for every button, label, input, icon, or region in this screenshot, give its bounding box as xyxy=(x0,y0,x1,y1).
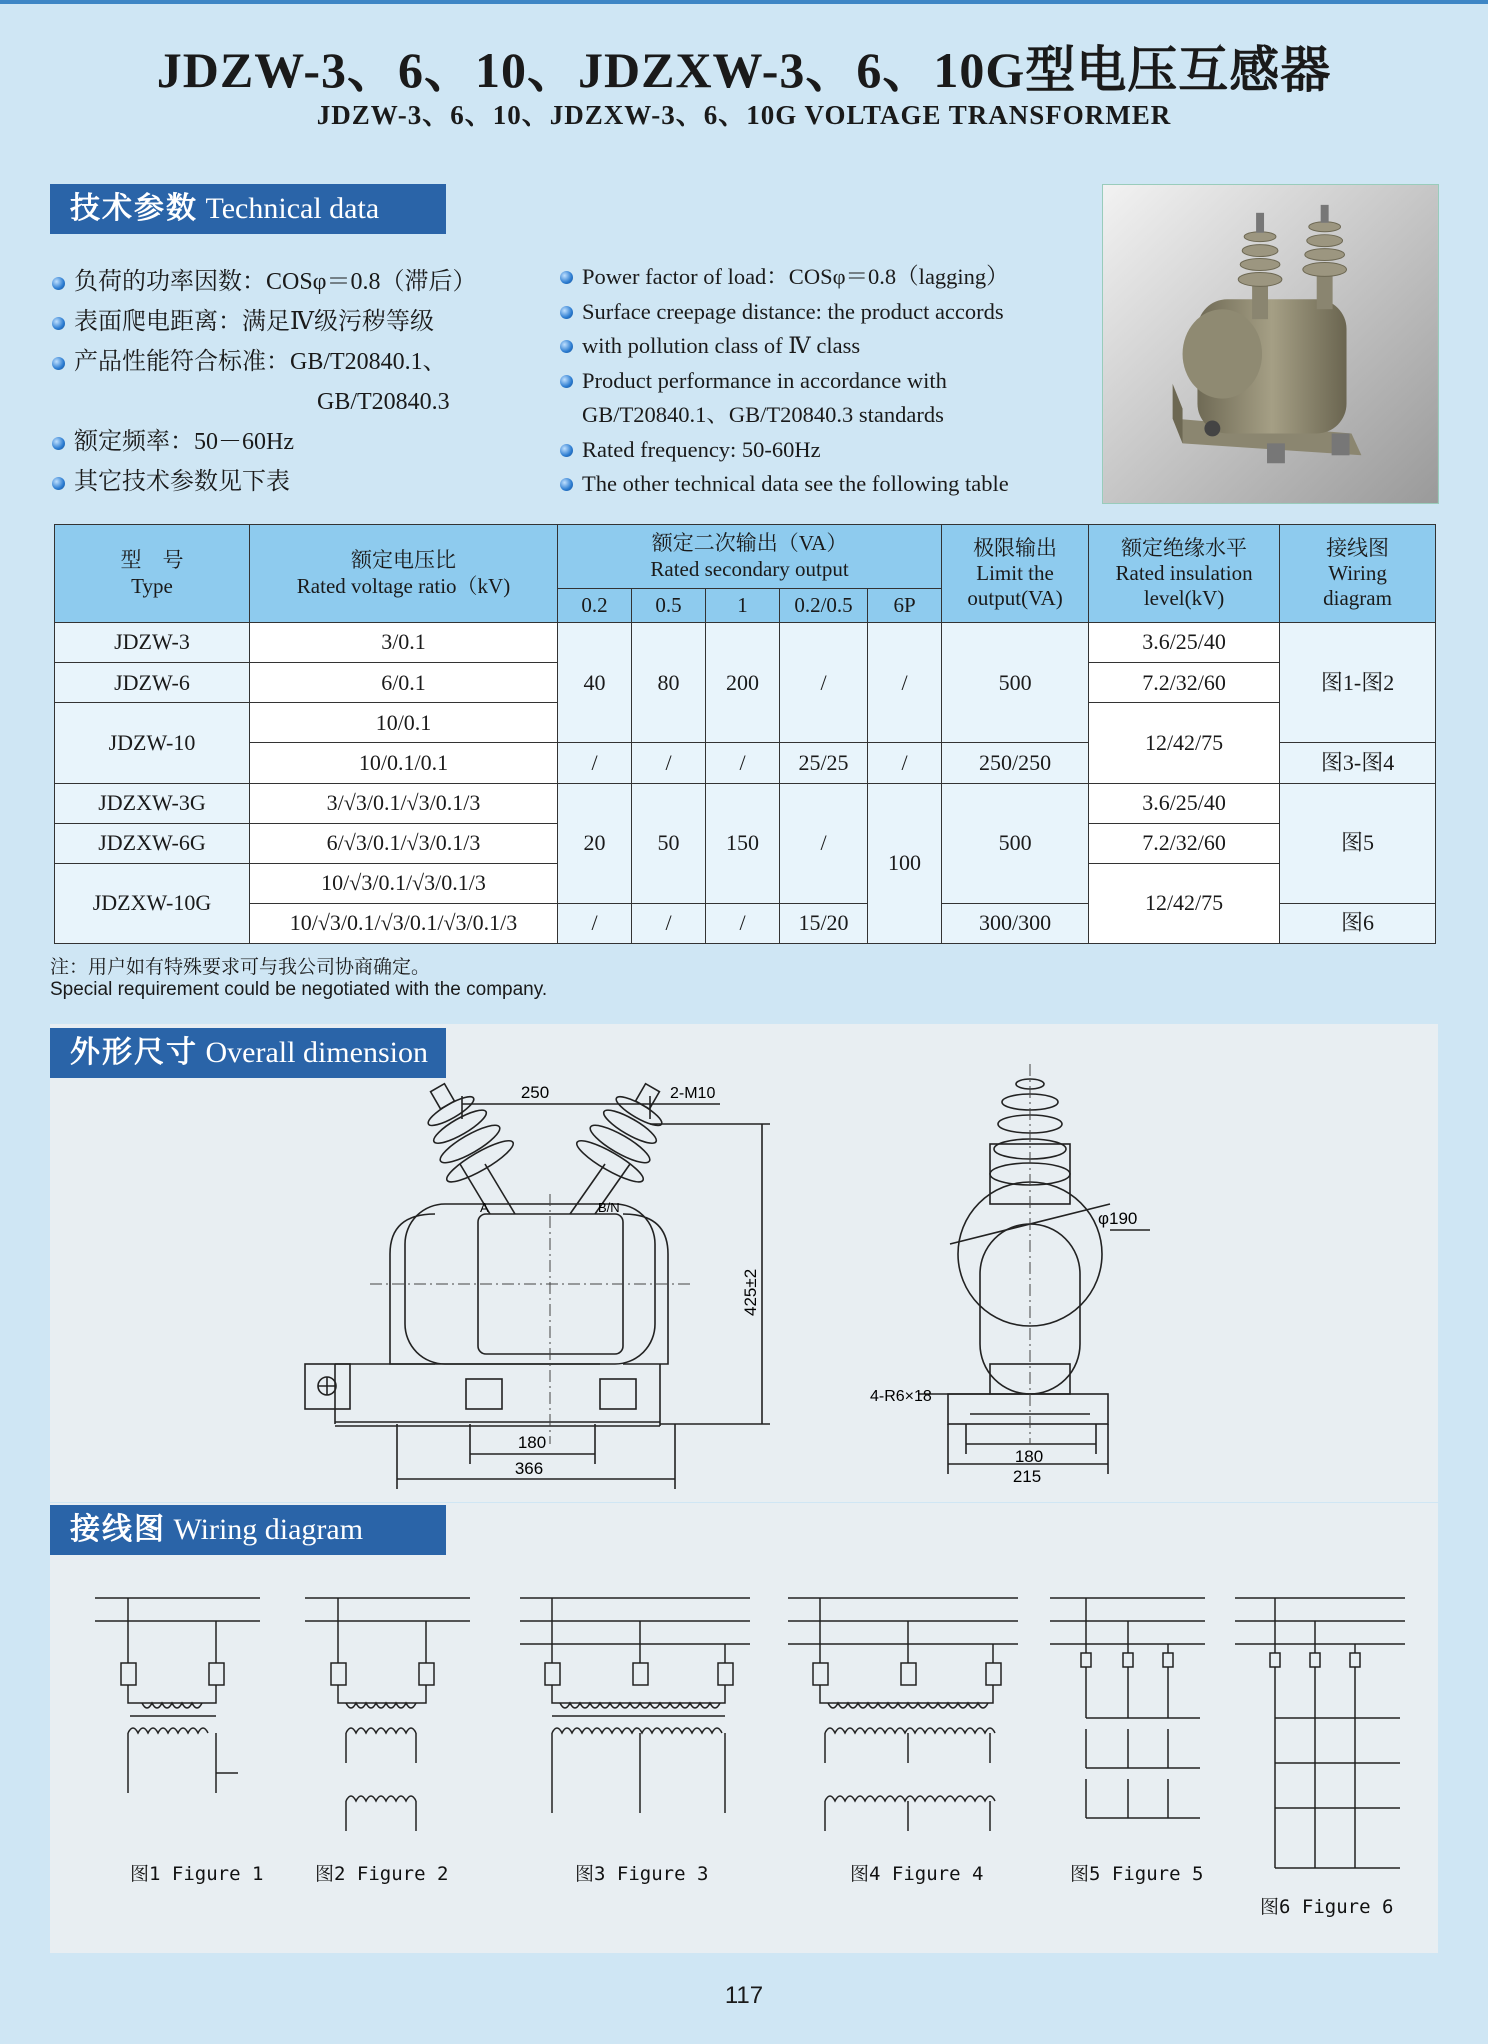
wiring-figure-label: 图5 Figure 5 xyxy=(1070,1863,1204,1885)
cell-output: / xyxy=(558,743,632,783)
header-type-en: Type xyxy=(131,573,173,598)
section-title-cn: 技术参数 xyxy=(70,192,198,225)
dim-base-outer: 366 xyxy=(514,1459,544,1478)
page-title-en: JDZW-3、6、10、JDZXW-3、6、10G VOLTAGE TRANSFORMER xyxy=(316,100,1172,130)
bullet-frequency-cn: 额定频率：50－60Hz xyxy=(50,422,550,462)
top-rule xyxy=(0,0,1488,4)
cell-output: 40 xyxy=(558,623,632,743)
cell-output: 80 xyxy=(632,623,706,743)
wiring-drawing xyxy=(50,1503,1438,1953)
bullet-standard-en: Product performance in accordance with xyxy=(558,364,1098,399)
cell-output: 100 xyxy=(868,783,942,944)
table-note xyxy=(50,957,547,1001)
dim-slots: 4-R6×18 xyxy=(870,1388,932,1405)
cell-insulation: 3.6/25/40 xyxy=(1089,623,1280,663)
section-title-en: Technical data xyxy=(205,192,380,225)
header-limit xyxy=(942,525,1089,623)
dimension-drawing xyxy=(50,1024,1438,1502)
cell-insulation: 3.6/25/40 xyxy=(1089,783,1280,823)
header-wiring-en2: diagram xyxy=(1323,586,1392,611)
header-wiring xyxy=(1280,525,1436,623)
cell-diagram: 图1-图2 xyxy=(1280,623,1436,743)
header-output-cn: 额定二次输出（VA） xyxy=(651,531,848,556)
header-limit-cn: 极限输出 xyxy=(973,535,1058,560)
dim-side-outer: 215 xyxy=(1012,1467,1042,1486)
cell-ratio: 6/0.1 xyxy=(250,663,558,703)
terminal-a-label: A xyxy=(480,1200,489,1215)
bullet-frequency-en: Rated frequency: 50-60Hz xyxy=(558,433,1098,468)
cell-diagram: 图5 xyxy=(1280,783,1436,903)
product-photo xyxy=(1102,184,1439,504)
cell-type: JDZW-6 xyxy=(55,663,250,703)
cell-ratio: 10/0.1 xyxy=(250,703,558,743)
bullet-creepage-cn: 表面爬电距离：满足Ⅳ级污秽等级 xyxy=(50,302,550,342)
section-title-en: Wiring diagram xyxy=(173,1513,364,1546)
page-title-cn: JDZW-3、6、10、JDZXW-3、6、10G型电压互感器 xyxy=(156,42,1332,98)
cell-output: 15/20 xyxy=(780,903,868,943)
cell-type: JDZW-10 xyxy=(55,703,250,783)
bullet-standard-en-cont: GB/T20840.1、GB/T20840.3 standards xyxy=(582,402,944,427)
header-class: 0.5 xyxy=(632,589,706,623)
bullet-standard-cn: 产品性能符合标准：GB/T20840.1、 xyxy=(50,342,550,382)
terminal-bn-label: B/N xyxy=(598,1200,620,1215)
header-wiring-cn: 接线图 xyxy=(1326,535,1390,560)
header-type-cn: 型 号 xyxy=(120,548,184,573)
note-cn: 注：用户如有特殊要求可与我公司协商确定。 xyxy=(50,957,431,978)
tech-bullets-en xyxy=(558,260,1098,502)
cell-insulation: 12/42/75 xyxy=(1089,863,1280,943)
spec-table xyxy=(54,524,1436,944)
cell-ratio: 10/0.1/0.1 xyxy=(250,743,558,783)
cell-ratio: 10/√3/0.1/√3/0.1/3 xyxy=(250,863,558,903)
section-overall-dimension xyxy=(50,1028,446,1078)
cell-output: 150 xyxy=(706,783,780,903)
cell-insulation: 7.2/32/60 xyxy=(1089,663,1280,703)
cell-diagram: 图3-图4 xyxy=(1280,743,1436,783)
wiring-panel xyxy=(50,1503,1438,1953)
header-ratio-cn: 额定电压比 xyxy=(351,548,456,573)
bullet-standard-cn-cont: GB/T20840.3 xyxy=(317,389,450,415)
header-insulation-en2: level(kV) xyxy=(1143,586,1225,611)
cell-output: / xyxy=(706,743,780,783)
dim-thread: 2-M10 xyxy=(670,1085,716,1102)
header-type xyxy=(55,525,250,623)
cell-insulation: 7.2/32/60 xyxy=(1089,823,1280,863)
cell-output: / xyxy=(706,903,780,943)
cell-output: / xyxy=(780,783,868,903)
section-title-en: Overall dimension xyxy=(205,1036,428,1069)
cell-type: JDZXW-10G xyxy=(55,863,250,943)
cell-ratio: 10/√3/0.1/√3/0.1/√3/0.1/3 xyxy=(250,903,558,943)
note-en: Special requirement could be negotiated with the company. xyxy=(50,979,548,1000)
bullet-power-factor-cn: 负荷的功率因数：COSφ＝0.8（滞后） xyxy=(50,262,550,302)
header-ratio xyxy=(250,525,558,623)
wiring-figure-label: 图4 Figure 4 xyxy=(850,1863,984,1885)
header-class: 1 xyxy=(706,589,780,623)
header-class: 0.2/0.5 xyxy=(780,589,868,623)
cell-output: / xyxy=(868,623,942,743)
bullet-power-factor-en: Power factor of load：COSφ＝0.8（lagging） xyxy=(558,260,1098,295)
header-wiring-en1: Wiring xyxy=(1328,560,1387,585)
header-output-en: Rated secondary output xyxy=(650,556,849,581)
wiring-figure-label: 图6 Figure 6 xyxy=(1260,1896,1394,1918)
cell-limit: 300/300 xyxy=(942,903,1089,943)
header-insulation-en1: Rated insulation xyxy=(1115,560,1253,585)
dim-diameter: φ190 xyxy=(1098,1209,1138,1228)
cell-ratio: 6/√3/0.1/√3/0.1/3 xyxy=(250,823,558,863)
cell-output: 200 xyxy=(706,623,780,743)
cell-ratio: 3/0.1 xyxy=(250,623,558,663)
dimension-panel xyxy=(50,1024,1438,1502)
dim-top-width: 250 xyxy=(520,1083,550,1102)
cell-limit: 500 xyxy=(942,783,1089,903)
header-class: 0.2 xyxy=(558,589,632,623)
header-ratio-en: Rated voltage ratio（kV) xyxy=(296,573,511,598)
dim-side-inner: 180 xyxy=(1014,1447,1044,1466)
header-insulation-cn: 额定绝缘水平 xyxy=(1121,535,1248,560)
header-insulation xyxy=(1089,525,1280,623)
dim-height: 425±2 xyxy=(741,1268,760,1316)
wiring-figure-label: 图3 Figure 3 xyxy=(575,1863,709,1885)
cell-output: / xyxy=(632,743,706,783)
wiring-figure-label: 图1 Figure 1 xyxy=(130,1863,264,1885)
bullet-pollution-en: with pollution class of Ⅳ class xyxy=(558,329,1098,364)
cell-output: / xyxy=(558,903,632,943)
cell-type: JDZXW-3G xyxy=(55,783,250,823)
cell-output: / xyxy=(868,743,942,783)
cell-insulation: 12/42/75 xyxy=(1089,703,1280,783)
bullet-other-cn: 其它技术参数见下表 xyxy=(50,462,550,502)
cell-type: JDZXW-6G xyxy=(55,823,250,863)
cell-limit: 250/250 xyxy=(942,743,1089,783)
bullet-creepage-en: Surface creepage distance: the product accords xyxy=(558,295,1098,330)
header-limit-en1: Limit the xyxy=(976,560,1054,585)
dim-base-inner: 180 xyxy=(517,1433,547,1452)
cell-diagram: 图6 xyxy=(1280,903,1436,943)
cell-output: 50 xyxy=(632,783,706,903)
cell-type: JDZW-3 xyxy=(55,623,250,663)
header-limit-en2: output(VA) xyxy=(967,586,1063,611)
section-wiring-diagram xyxy=(50,1505,446,1555)
wiring-figure-label: 图2 Figure 2 xyxy=(315,1863,449,1885)
cell-output: / xyxy=(780,623,868,743)
cell-output: / xyxy=(632,903,706,943)
cell-output: 25/25 xyxy=(780,743,868,783)
section-title-cn: 外形尺寸 xyxy=(70,1036,198,1069)
cell-output: 20 xyxy=(558,783,632,903)
section-technical-data xyxy=(50,184,446,234)
tech-bullets-cn xyxy=(50,262,550,502)
cell-limit: 500 xyxy=(942,623,1089,743)
bullet-other-en: The other technical data see the following table xyxy=(558,467,1098,502)
section-title-cn: 接线图 xyxy=(70,1513,166,1546)
header-output xyxy=(558,525,942,589)
page-number: 117 xyxy=(724,1982,764,2009)
cell-ratio: 3/√3/0.1/√3/0.1/3 xyxy=(250,783,558,823)
header-class: 6P xyxy=(868,589,942,623)
